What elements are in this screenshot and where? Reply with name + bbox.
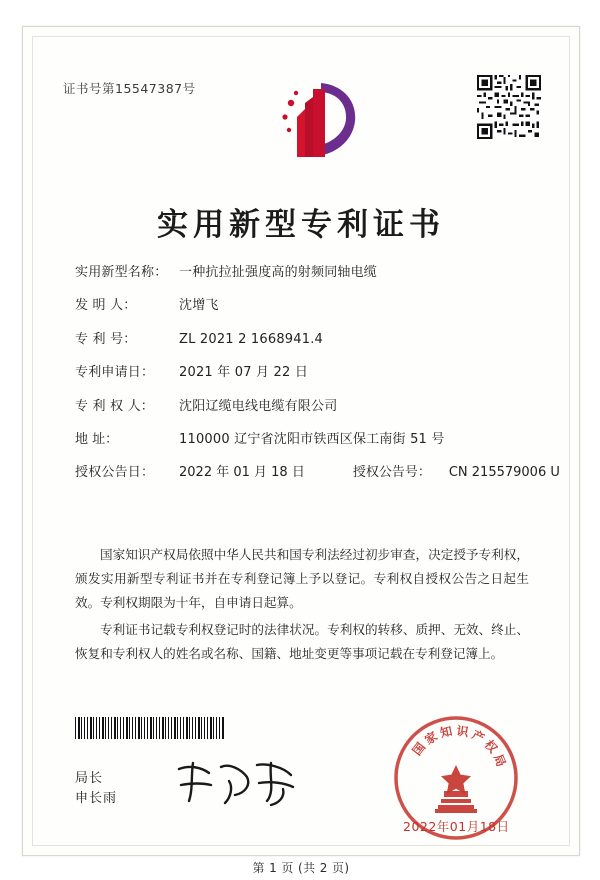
barcode-icon xyxy=(75,717,225,739)
field-value: 2021 年 07 月 22 日 xyxy=(179,365,309,381)
field-label: 地 址： xyxy=(75,431,119,447)
grant-date-label: 授权公告日： xyxy=(75,465,155,481)
field-label: 专利申请日： xyxy=(75,365,155,381)
page-footer: 第 1 页 (共 2 页) xyxy=(252,861,350,875)
grant-row xyxy=(75,465,560,482)
signature-name: 申长雨 xyxy=(75,791,118,807)
field-row xyxy=(75,332,531,349)
svg-text:识: 识 xyxy=(455,723,470,740)
field-row xyxy=(75,399,531,416)
field-label: 专 利 权 人： xyxy=(75,398,154,414)
field-row xyxy=(75,298,531,315)
grant-date-value: 2022 年 01 月 18 日 xyxy=(179,465,305,481)
svg-text:国: 国 xyxy=(409,740,429,759)
grant-number-value: CN 215579006 U xyxy=(448,465,560,481)
svg-text:权: 权 xyxy=(481,737,501,756)
field-label: 发 明 人： xyxy=(75,298,137,314)
field-value: 沈阳辽缆电线电缆有限公司 xyxy=(179,398,338,414)
svg-text:知: 知 xyxy=(438,723,454,741)
field-value: 110000 辽宁省沈阳市铁西区保工南街 51 号 xyxy=(179,431,445,447)
svg-text:家: 家 xyxy=(422,729,440,748)
legal-paragraph: 专利证书记载专利权登记时的法律状况。专利权的转移、质押、无效、终止、恢复和专利权人的姓名或名称、国籍、地址变更等事项记载在专利登记簿上。 xyxy=(75,621,529,661)
field-row xyxy=(75,432,531,449)
certificate-sheet xyxy=(22,26,580,875)
field-label: 实用新型名称： xyxy=(75,265,168,280)
field-label: 专 利 号： xyxy=(75,331,137,347)
legal-paragraph: 国家知识产权局依照中华人民共和国专利法经过初步审查，决定授予专利权，颁发实用新型专利证书并在专利登记簿上予以登记。专利权自授权公告之日起生效。专利权期限为十年，自申请日起算。 xyxy=(75,547,529,611)
svg-text:产: 产 xyxy=(469,727,487,746)
certificate-number: 证书号第15547387号 xyxy=(63,81,196,96)
page-title: 实用新型专利证书 xyxy=(157,207,445,243)
grant-number-label: 授权公告号： xyxy=(352,465,431,481)
patent-office-logo-icon xyxy=(269,73,365,169)
signature-role: 局长 xyxy=(75,771,104,786)
seal-date: 2022年01月18日 xyxy=(403,819,510,834)
qr-code-icon xyxy=(477,75,541,139)
handwritten-signature-icon xyxy=(171,755,301,811)
signature-block xyxy=(75,769,117,809)
svg-text:局: 局 xyxy=(490,752,509,769)
field-value: 一种抗拉扯强度高的射频同轴电缆 xyxy=(179,265,378,280)
field-list xyxy=(75,265,560,499)
field-row xyxy=(75,265,531,282)
field-value: ZL 2021 2 1668941.4 xyxy=(179,331,324,347)
field-value: 沈增飞 xyxy=(179,298,219,314)
legal-text xyxy=(75,543,529,668)
field-row xyxy=(75,365,531,382)
